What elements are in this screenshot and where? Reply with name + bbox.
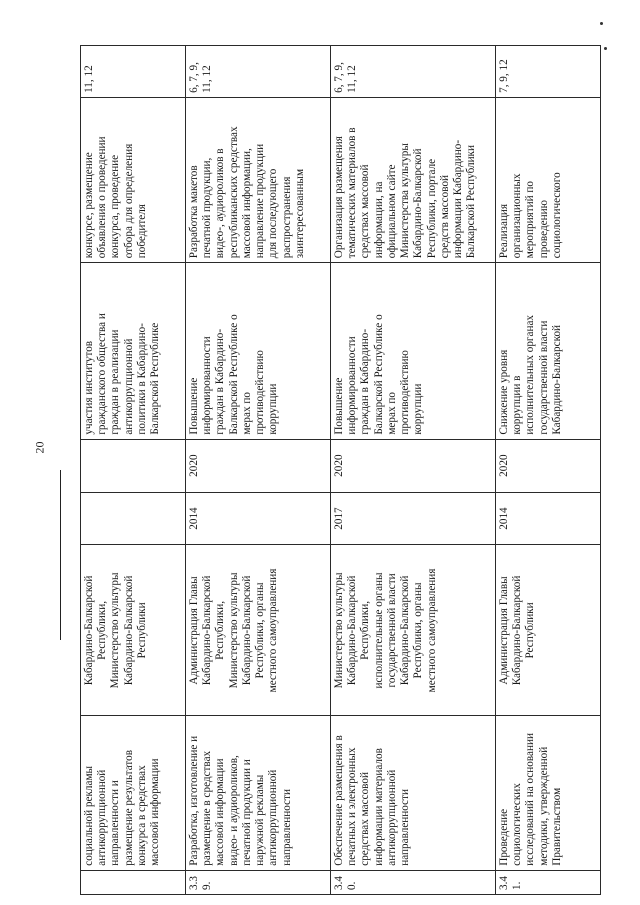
activity-cell: Проведение социологических исследований на основании методики, утвержденной Правительством xyxy=(496,716,601,870)
activity-cell: Разработка, изготовление и размещение в средствах массовой информации видео- и аудиороликов, печатной продукции и наружной рекламы антикоррупционной направленности xyxy=(186,716,331,870)
refs-cell: 6, 7, 9, 11, 12 xyxy=(331,46,496,98)
row-number: 3.41. xyxy=(496,870,601,894)
row-number: 3.39. xyxy=(186,870,331,894)
year-start-cell: 2014 xyxy=(496,492,601,545)
indicator-cell: Разработка макетов печатной продукции, видео-, аудиороликов в республиканских средствах массовой информации, направление продукции для последующего распространения заинтересованным xyxy=(186,97,331,262)
year-end-cell xyxy=(81,439,186,492)
table-row xyxy=(186,46,331,895)
executors-cell: Кабардино-Балкарской Республики, Министерство культуры Кабардино-Балкарской Республики xyxy=(81,545,186,716)
program-activities-table xyxy=(80,45,601,895)
result-cell: Повышение информированности граждан в Кабардино- Балкарской Республике о мерах по противодействию коррупции xyxy=(331,263,496,439)
page-number: 20 xyxy=(32,441,47,454)
result-cell: участия институтов гражданского общества и граждан в реализации антикоррупционной политики в Кабардино- Балкарской Республике xyxy=(81,263,186,439)
table-row xyxy=(81,46,186,895)
year-start-cell: 2017 xyxy=(331,492,496,545)
scan-speck xyxy=(604,47,607,50)
row-number: 3.40. xyxy=(331,870,496,894)
refs-cell: 11, 12 xyxy=(81,46,186,98)
activity-cell: Обеспечение размещения в печатных и электронных средствах массовой информации материалов антикоррупционной направленности xyxy=(331,716,496,870)
indicator-cell: Реализация организационных мероприятий по проведению социологического xyxy=(496,97,601,262)
rotated-table-wrapper xyxy=(80,45,600,895)
activity-cell: социальной рекламы антикоррупционной направленности и размещение результатов конкурса в средствах массовой информации xyxy=(81,716,186,870)
refs-cell: 6, 7, 9, 11, 12 xyxy=(186,46,331,98)
refs-cell: 7, 9, 12 xyxy=(496,46,601,98)
year-start-cell: 2014 xyxy=(186,492,331,545)
result-cell: Повышение информированности граждан в Кабардино- Балкарской Республике о мерах по противодействию коррупции xyxy=(186,263,331,439)
result-cell: Снижение уровня коррупции в исполнительных органах государственной власти Кабардино-Балкарской xyxy=(496,263,601,439)
table-row xyxy=(331,46,496,895)
year-end-cell: 2020 xyxy=(186,439,331,492)
executors-cell: Администрация Главы Кабардино-Балкарской Республики, Министерство культуры Кабардино-Балкарской Республики, органы местного самоуправления xyxy=(186,545,331,716)
indicator-cell: Организация размещения тематических материалов в средствах массовой информации, на официальном сайте Министерства культуры Кабардино-Балкарской Республики, портале средств массовой информации Кабардино- Балкарской Республики xyxy=(331,97,496,262)
rotated-table xyxy=(80,45,600,895)
executors-cell: Министерство культуры Кабардино-Балкарской Республики, исполнительные органы государственной власти Кабардино-Балкарской Республики, органы местного самоуправления xyxy=(331,545,496,716)
binding-line xyxy=(60,470,61,640)
executors-cell: Администрация Главы Кабардино-Балкарской Республики xyxy=(496,545,601,716)
table-row xyxy=(496,46,601,895)
year-start-cell xyxy=(81,492,186,545)
row-number xyxy=(81,870,186,894)
indicator-cell: конкурсе, размещение объявления о проведении конкурса, проведение отбора для определения победителя xyxy=(81,97,186,262)
year-end-cell: 2020 xyxy=(496,439,601,492)
scan-speck xyxy=(600,22,603,25)
year-end-cell: 2020 xyxy=(331,439,496,492)
